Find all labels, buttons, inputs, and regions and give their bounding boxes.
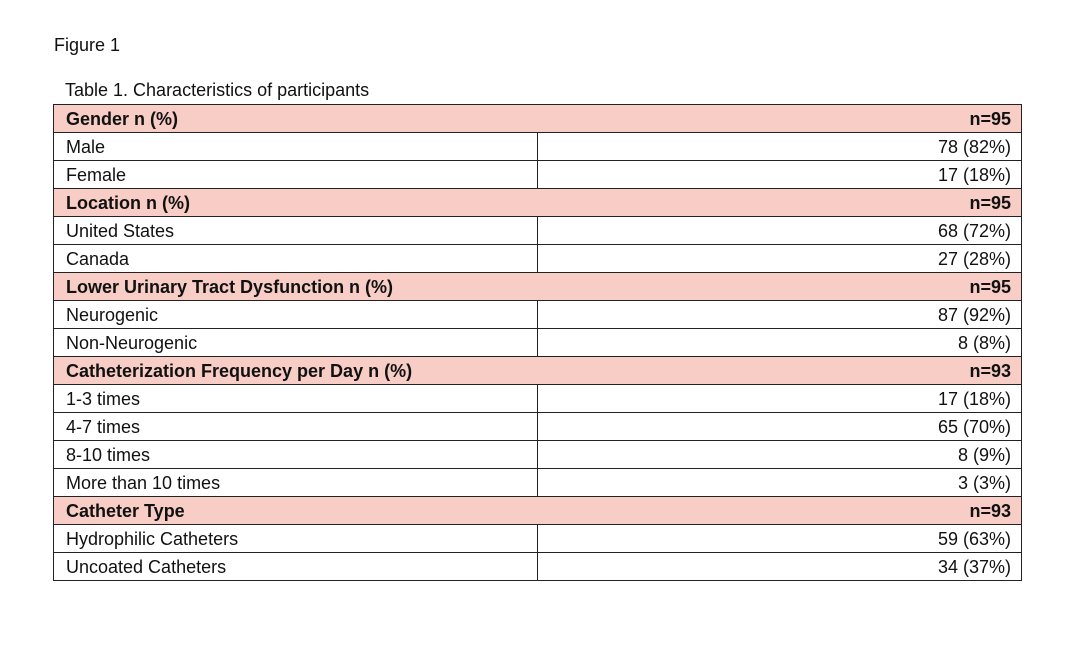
characteristics-table [53, 104, 1022, 581]
row-value: 17 (18%) [538, 161, 1022, 189]
section-header-cell [54, 357, 1022, 385]
row-label: More than 10 times [54, 469, 538, 497]
table-row [54, 385, 1022, 413]
row-label: Male [54, 133, 538, 161]
table-row [54, 161, 1022, 189]
section-header-cell [54, 105, 1022, 133]
section-title: Location n (%) [66, 192, 190, 213]
row-label: United States [54, 217, 538, 245]
section-header-row [54, 357, 1022, 385]
table-row [54, 413, 1022, 441]
section-header-row [54, 189, 1022, 217]
row-value: 68 (72%) [538, 217, 1022, 245]
section-n: n=95 [969, 192, 1011, 213]
row-label: Hydrophilic Catheters [54, 525, 538, 553]
row-value: 17 (18%) [538, 385, 1022, 413]
figure-label: Figure 1 [54, 35, 121, 55]
table-row [54, 553, 1022, 581]
table-row [54, 329, 1022, 357]
table-row [54, 245, 1022, 273]
table-row [54, 441, 1022, 469]
row-value: 34 (37%) [538, 553, 1022, 581]
row-value: 8 (8%) [538, 329, 1022, 357]
section-header-row [54, 105, 1022, 133]
row-label: Neurogenic [54, 301, 538, 329]
table-row [54, 133, 1022, 161]
section-title: Catheter Type [66, 500, 185, 521]
row-label: Non-Neurogenic [54, 329, 538, 357]
row-value: 27 (28%) [538, 245, 1022, 273]
row-value: 3 (3%) [538, 469, 1022, 497]
table-row [54, 217, 1022, 245]
section-header-row [54, 497, 1022, 525]
row-label: Uncoated Catheters [54, 553, 538, 581]
section-header-row [54, 273, 1022, 301]
section-n: n=93 [969, 500, 1011, 521]
row-label: 1-3 times [54, 385, 538, 413]
row-label: 8-10 times [54, 441, 538, 469]
section-n: n=95 [969, 276, 1011, 297]
row-label: Canada [54, 245, 538, 273]
section-n: n=93 [969, 360, 1011, 381]
section-header-cell [54, 273, 1022, 301]
row-value: 78 (82%) [538, 133, 1022, 161]
section-title: Lower Urinary Tract Dysfunction n (%) [66, 276, 394, 297]
table-caption: Table 1. Characteristics of participants [65, 80, 370, 100]
section-header-cell [54, 497, 1022, 525]
table-row [54, 469, 1022, 497]
section-title: Gender n (%) [66, 108, 179, 129]
row-value: 8 (9%) [538, 441, 1022, 469]
section-n: n=95 [969, 108, 1011, 129]
table-row [54, 525, 1022, 553]
section-header-cell [54, 189, 1022, 217]
table-row [54, 301, 1022, 329]
row-value: 87 (92%) [538, 301, 1022, 329]
section-title: Catheterization Frequency per Day n (%) [66, 360, 413, 381]
row-label: 4-7 times [54, 413, 538, 441]
row-value: 59 (63%) [538, 525, 1022, 553]
row-label: Female [54, 161, 538, 189]
row-value: 65 (70%) [538, 413, 1022, 441]
